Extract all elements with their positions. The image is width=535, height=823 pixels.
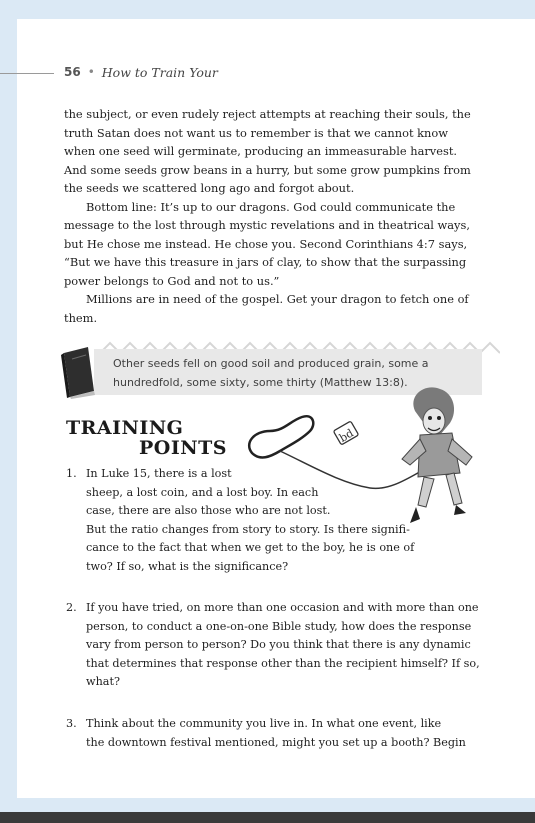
header-separator: • — [87, 65, 95, 79]
text-line: vary from person to person? Do you think that there is any dynamic — [86, 638, 471, 651]
item-text — [86, 715, 466, 752]
text-line: truth Satan does not want us to remember is that we cannot know when — [64, 125, 448, 158]
text-line: seeds grow beans in a hurry, but some grow pumpkins from the seeds we — [64, 162, 471, 195]
text-line: one seed will germinate, producing an immeasurable harvest. And some — [64, 144, 458, 177]
text-line: Think about the community you live in. In what one event, like — [86, 717, 442, 730]
text-line: He chose me instead. He chose you. Second Corinthians 4:7 says, “But — [64, 236, 468, 269]
training-points-title-2: POINTS — [139, 437, 227, 459]
item-text — [86, 599, 480, 692]
item-number: 3. — [66, 717, 77, 730]
training-point-3 — [66, 715, 486, 755]
callout-line: Other seeds fell on good soil and produced grain, some a — [113, 357, 429, 370]
bottom-bar — [0, 812, 535, 823]
text-line: message to the lost through mystic revelations and in theatrical ways, but — [64, 218, 470, 251]
svg-text:bd: bd — [337, 426, 356, 445]
paragraph-1 — [64, 105, 476, 198]
paragraph-3 — [64, 290, 476, 327]
text-line: But the ratio changes from story to story. Is there signifi- — [86, 522, 410, 536]
text-line: case, there are also those who are not lost. — [86, 504, 331, 517]
item-number: 1. — [66, 467, 77, 480]
text-line: one of them. — [64, 292, 469, 325]
text-line: sheep, a lost coin, and a lost boy. In each — [86, 485, 319, 499]
text-line: belongs to God and not to us.” — [103, 273, 280, 288]
text-line: the subject, or even rudely reject attempts at reaching their souls, the — [64, 107, 471, 121]
text-line: Bottom line: It’s up to our dragons. God could communicate the — [86, 199, 456, 214]
text-line: we have this treasure in jars of clay, to show that the surpassing power — [64, 255, 467, 288]
text-line: what? — [86, 675, 120, 688]
item-text — [86, 465, 414, 576]
header-rule — [0, 73, 54, 74]
running-header — [64, 63, 218, 81]
training-point-1 — [66, 465, 466, 585]
text-line: Millions are in need of the gospel. Get your dragon to fetch — [86, 292, 430, 306]
bible-book-icon — [58, 345, 98, 399]
running-title: How to Train Your — [101, 64, 218, 80]
callout-line: hundredfold, some sixty, some thirty (Matthew 13:8). — [113, 375, 408, 389]
text-line: person, to conduct a one-on-one Bible study, how does the response — [86, 619, 472, 633]
training-points-title-1: TRAINING — [66, 417, 184, 439]
training-point-2 — [66, 599, 486, 699]
text-line: cance to the fact that when we get to the boy, he is one of — [86, 541, 415, 554]
text-line: that determines that response other than the recipient himself? If so, — [86, 656, 480, 670]
text-line: In Luke 15, there is a lost — [86, 467, 232, 480]
text-line: scattered long ago and forgot about. — [142, 181, 355, 195]
text-line: If you have tried, on more than one occasion and with more than one — [86, 601, 479, 614]
item-number: 2. — [66, 601, 77, 614]
body-text — [64, 105, 476, 327]
paragraph-2 — [64, 198, 476, 291]
text-line: two? If so, what is the significance? — [86, 559, 289, 573]
text-line: the downtown festival mentioned, might you set up a booth? Begin — [86, 735, 466, 749]
page-number: 56 — [64, 65, 81, 79]
